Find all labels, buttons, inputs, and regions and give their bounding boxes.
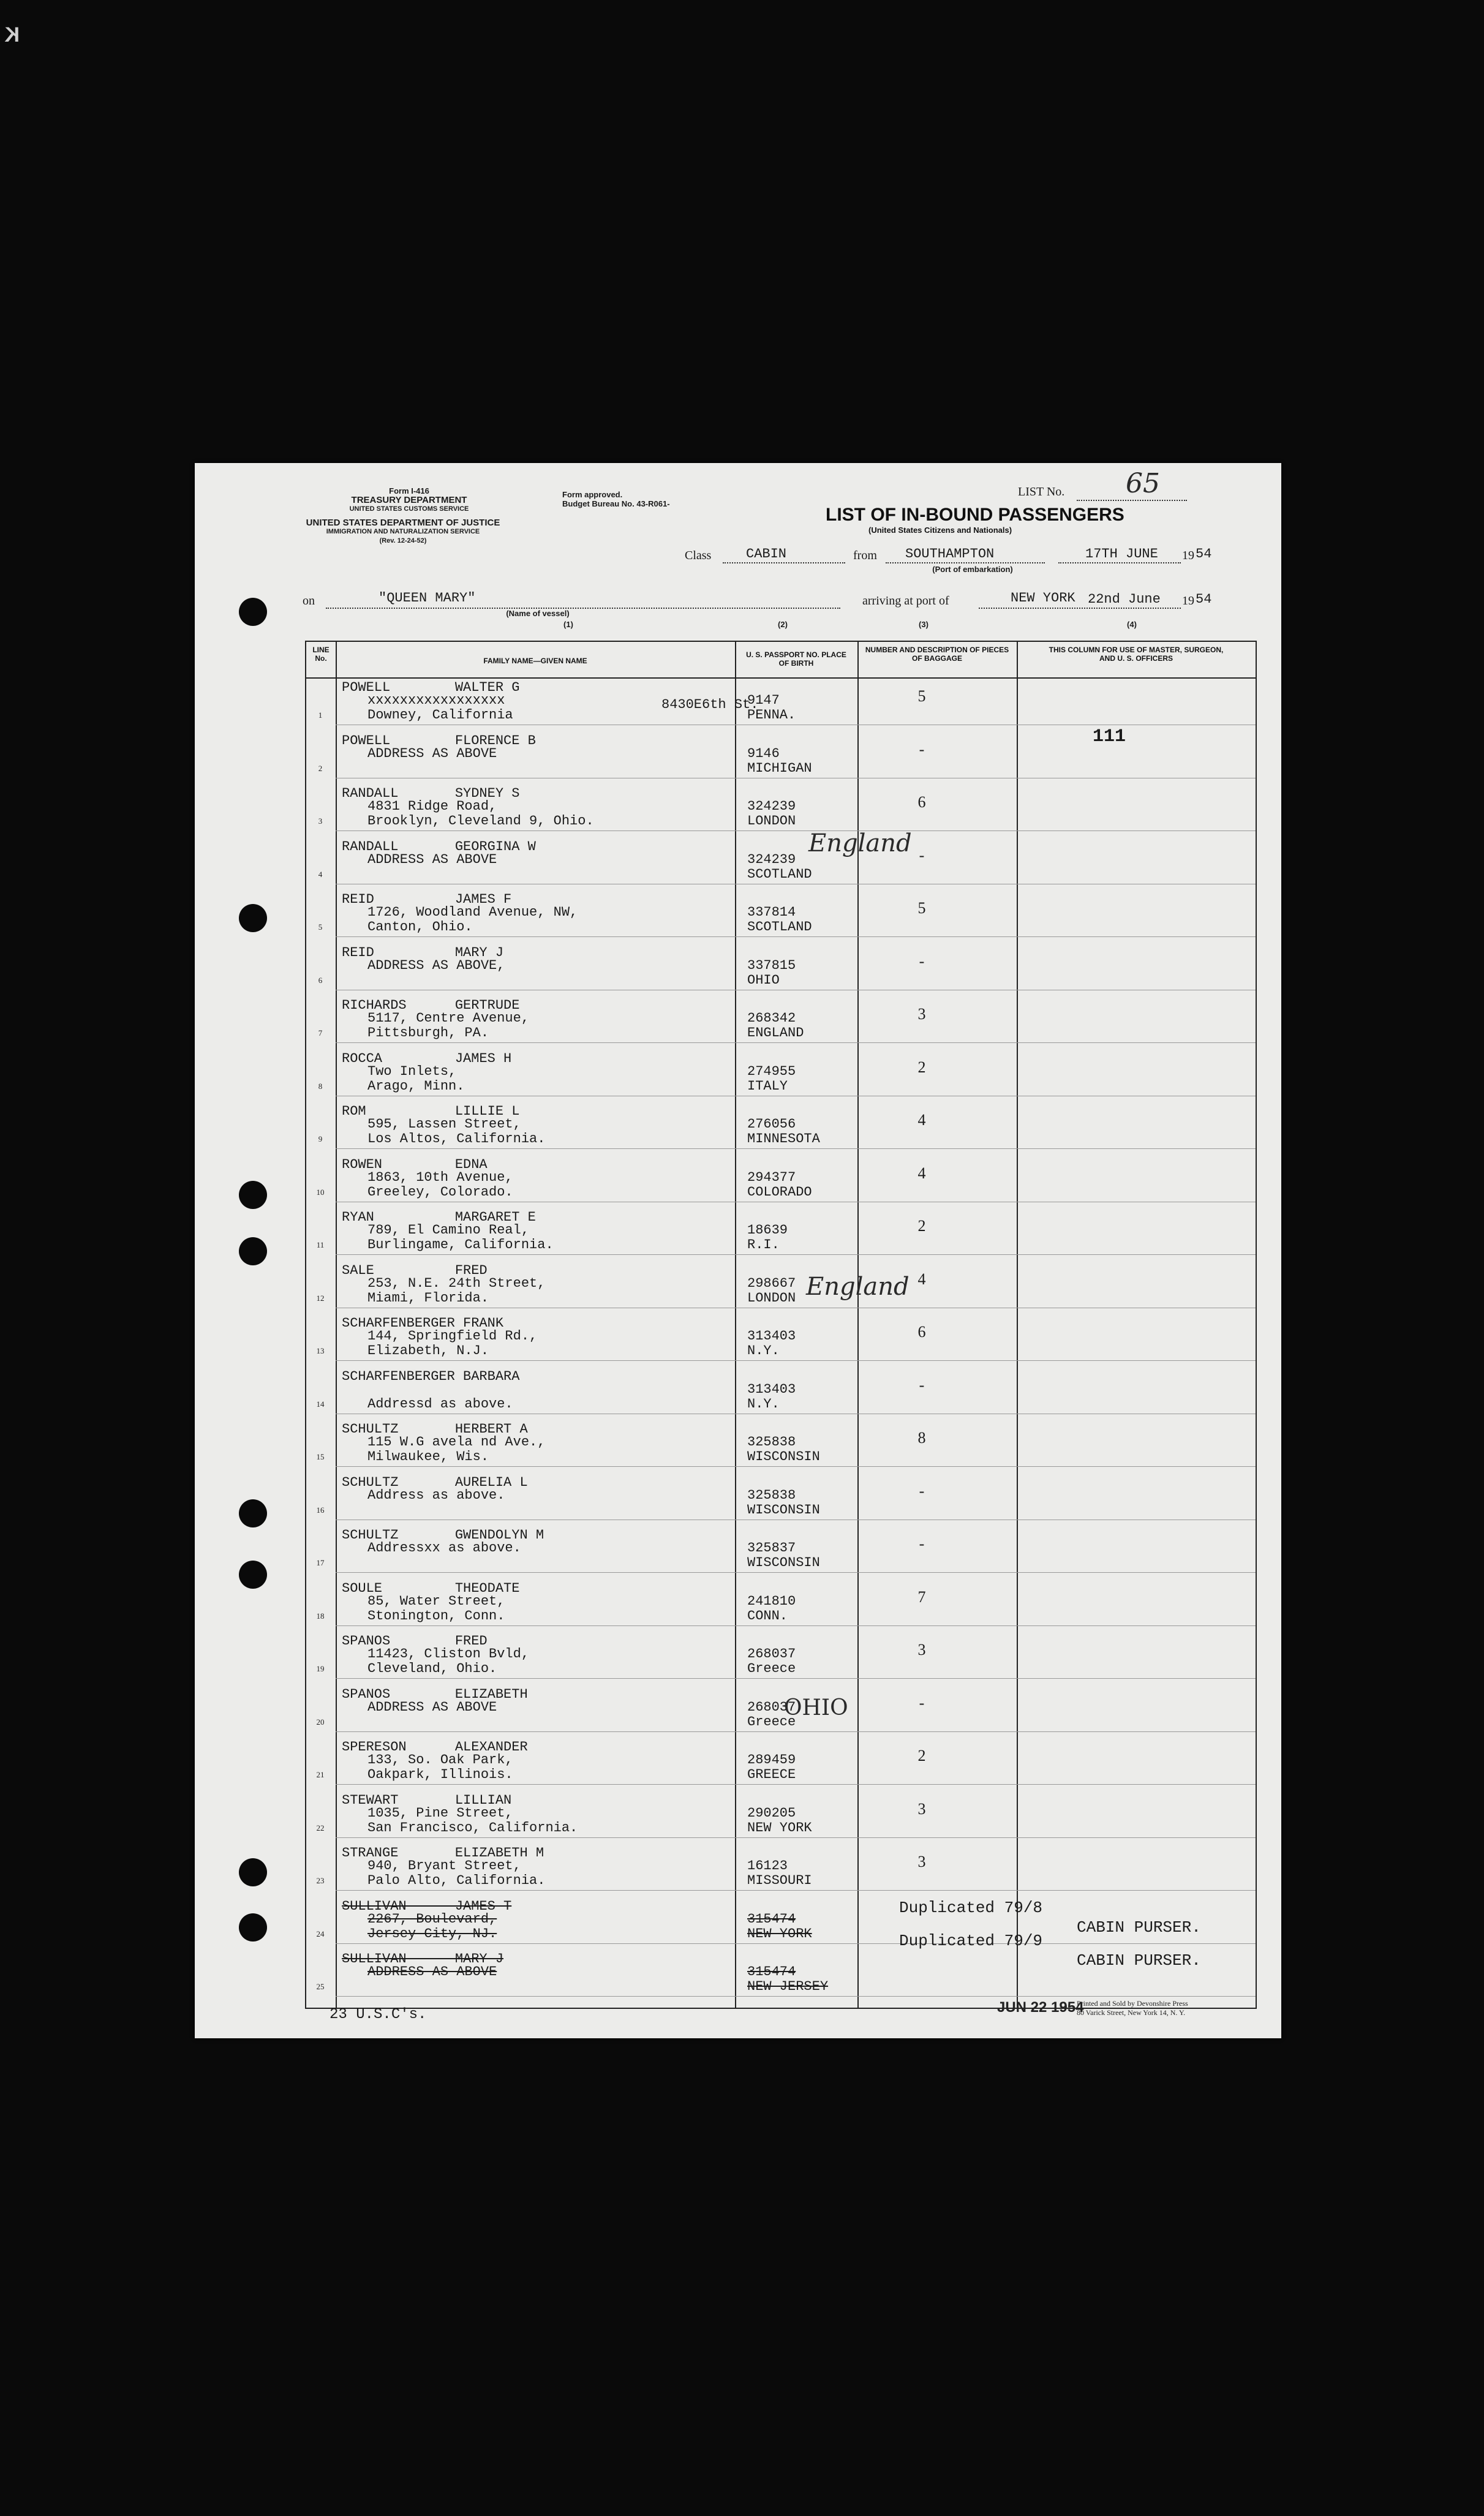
passport-no: 337815 [747,957,796,973]
passport-no: 315474 [747,1911,796,1927]
place-of-birth: WISCONSIN [747,1449,820,1464]
place-of-birth: LONDON [747,1290,796,1306]
table-row [306,1526,1256,1573]
place-of-birth: NEW YORK [747,1820,812,1836]
line-number: 17 [316,1558,325,1567]
passport-number [747,1859,812,1888]
place-of-birth: Greece [747,1661,796,1676]
passenger-name: POWELL FLORENCE B [342,733,536,748]
passport-no: 325837 [747,1540,796,1556]
row-rule [336,1784,1256,1785]
row-rule [336,1466,1256,1467]
passenger-name: SCHULTZ HERBERT A [342,1422,528,1437]
passenger-table [305,641,1257,2009]
place-of-birth: R.I. [747,1237,780,1252]
passport-no: 9147 [747,693,780,708]
duplicated-note-1: Duplicated 79/8 [899,1899,1043,1917]
budget-bureau: Budget Bureau No. 43-R061- [562,499,670,508]
place-of-birth: COLORADO [747,1184,812,1200]
table-row [306,679,1256,725]
row-rule [336,1678,1256,1679]
passenger-address: ADDRESS AS ABOVE [367,745,497,761]
place-of-birth: WISCONSIN [747,1555,820,1570]
passenger-name: REID JAMES F [342,892,512,907]
passenger-name: ROWEN EDNA [342,1156,488,1172]
line-number: 23 [316,1876,325,1885]
col-num-4: (4) [1127,620,1137,629]
form-title: LIST OF IN-BOUND PASSENGERS [826,505,1124,525]
table-row [306,838,1256,884]
baggage-count: 4 [917,1164,926,1182]
passenger-name: SULLIVAN JAMES T [342,1898,512,1914]
line-number: 8 [318,1081,323,1091]
table-row [306,1844,1256,1891]
place-of-birth: GREECE [747,1767,796,1782]
baggage-count: - [919,740,925,758]
line-number: 18 [316,1611,325,1621]
row-rule [336,1572,1256,1573]
cabin-purser-2: CABIN PURSER. [1077,1951,1201,1970]
row-rule [336,1996,1256,1997]
passenger-name: POWELL WALTER G [342,680,520,695]
passenger-name: STRANGE ELIZABETH M [342,1845,544,1861]
passenger-address: ADDRESS AS ABOVE [367,1699,497,1715]
passenger-name: SPANOS FRED [342,1633,488,1649]
passenger-address: 11423, Cliston Bvld, Cleveland, Ohio. [367,1646,530,1676]
passport-no: 16123 [747,1858,788,1874]
class-value: CABIN [746,546,787,562]
form-id-block [342,486,476,514]
passport-no: 313403 [747,1328,796,1344]
baggage-count: 7 [917,1588,926,1606]
passenger-name: RICHARDS GERTRUDE [342,998,520,1013]
table-row [306,944,1256,990]
passport-no: 268037 [747,1699,796,1715]
col-num-3: (3) [919,620,928,629]
col-num-1: (1) [563,620,573,629]
line-number: 2 [318,763,323,773]
baggage-count: 3 [917,1853,926,1870]
table-row [306,1738,1256,1785]
passport-no: 241810 [747,1593,796,1609]
passenger-name: ROM LILLIE L [342,1104,520,1119]
table-row [306,1791,1256,1838]
handwritten-england-1: England [808,829,912,857]
passenger-address: 789, El Camino Real, Burlingame, California. [367,1222,554,1252]
col-head-officers: THIS COLUMN FOR USE OF MASTER, SURGEON, AND U. S. OFFICERS [1049,646,1224,663]
binder-hole [239,1913,267,1942]
passenger-name: SCHULTZ AURELIA L [342,1474,528,1490]
passenger-name: REID MARY J [342,944,504,960]
arrival-date: 22nd June [1088,592,1161,607]
line-number: 19 [316,1664,325,1673]
line-number: 5 [318,922,323,932]
baggage-count: 2 [917,1058,926,1076]
line-number: 13 [316,1346,325,1355]
treasury-dept: TREASURY DEPARTMENT [351,495,467,505]
handwritten-ohio: OHIO [784,1695,848,1720]
passenger-address: xxxxxxxxxxxxxxxxx Downey, California [367,693,513,723]
baggage-count: 2 [917,1217,926,1235]
place-of-birth: MINNESOTA [747,1131,820,1147]
printer-credit: Printed and Sold by Devonshire Press 80 Varick Street, New York 14, N. Y. [1077,1999,1188,2017]
passenger-name: SPANOS ELIZABETH [342,1686,528,1702]
place-of-birth: N.Y. [747,1396,780,1412]
table-row [306,1420,1256,1467]
baggage-count: 5 [917,687,926,705]
passenger-address: 595, Lassen Street, Los Altos, California. [367,1117,546,1147]
passport-number [747,1806,812,1836]
class-line [723,562,845,563]
passport-no: 268037 [747,1646,796,1662]
arrival-port: NEW YORK [1011,590,1075,606]
port-embark-label: (Port of embarkation) [932,565,1013,574]
passenger-address: 940, Bryant Street, Palo Alto, California. [367,1858,546,1888]
line-number: 20 [316,1717,325,1727]
table-row [306,1685,1256,1732]
place-of-birth: ENGLAND [747,1025,804,1041]
form-approved: Form approved. [562,490,623,499]
manifest-sheet [195,463,1281,2038]
row-rule [336,1360,1256,1361]
passenger-name: SULLIVAN MARY J [342,1951,504,1967]
duplicated-note-2: Duplicated 79/9 [899,1932,1043,1950]
baggage-count: 6 [917,1323,926,1341]
place-of-birth: ITALY [747,1078,788,1094]
passport-no: 268342 [747,1011,796,1026]
baggage-count: 6 [917,793,926,811]
form-revision: (Rev. 12-24-52) [379,537,427,544]
passport-number [747,1541,820,1570]
vessel-label: (Name of vessel) [506,609,570,618]
table-row [306,1368,1256,1414]
form-subtitle: (United States Citizens and Nationals) [868,525,1012,535]
line-number: 16 [316,1505,325,1515]
year-prefix-2: 19 [1182,594,1194,608]
passport-no: 298667 [747,1275,796,1291]
ins-service: IMMIGRATION AND NATURALIZATION SERVICE [326,528,480,535]
baggage-count: 3 [917,1641,926,1659]
customs-service: UNITED STATES CUSTOMS SERVICE [349,505,469,513]
place-of-birth: SCOTLAND [747,919,812,935]
passport-number [747,1435,820,1464]
baggage-count: - [919,846,925,864]
passenger-name: SOULE THEODATE [342,1580,520,1596]
passenger-address: Two Inlets, Arago, Minn. [367,1063,465,1094]
passport-no: 290205 [747,1805,796,1821]
passenger-address: 144, Springfield Rd., Elizabeth, N.J. [367,1328,538,1358]
baggage-count: 5 [917,899,926,917]
place-of-birth: MISSOURI [747,1873,812,1888]
passport-no: 18639 [747,1222,788,1238]
passport-number [747,1170,812,1200]
passport-number [747,1594,796,1624]
table-row [306,1262,1256,1308]
on-label: on [303,594,315,608]
row-rule [336,1943,1256,1944]
place-of-birth: MICHIGAN [747,760,812,776]
row-rule [336,1625,1256,1626]
passport-no: 315474 [747,1964,796,1979]
passenger-name: STEWART LILLIAN [342,1792,512,1808]
passenger-name: RANDALL SYDNEY S [342,786,520,801]
passenger-address: Addressxx as above. [367,1540,521,1556]
passenger-name: SCHULTZ GWENDOLYN M [342,1527,544,1543]
passenger-address: ADDRESS AS ABOVE, [367,957,505,973]
line-number: 3 [318,816,323,826]
passenger-name: RYAN MARGARET E [342,1210,536,1225]
passenger-address: 85, Water Street, Stonington, Conn. [367,1593,505,1624]
passport-no: 313403 [747,1381,796,1397]
baggage-count: 4 [917,1270,926,1288]
baggage-count: 3 [917,1005,926,1023]
passenger-address: ADDRESS AS ABOVE [367,851,497,867]
table-row [306,891,1256,937]
passenger-address: 1035, Pine Street, San Francisco, California. [367,1805,578,1836]
passport-number [747,1912,812,1942]
passport-number [747,1965,828,1994]
passport-number [747,1064,796,1094]
col-num-2: (2) [778,620,788,629]
binder-hole [239,1181,267,1209]
row-rule [336,1837,1256,1838]
passenger-name: SPERESON ALEXANDER [342,1739,528,1755]
table-row [306,1314,1256,1361]
passport-number [747,1753,796,1782]
place-of-birth: SCOTLAND [747,866,812,882]
from-line [886,562,1045,563]
passenger-address: Address as above. [367,1487,505,1503]
passenger-name: SCHARFENBERGER FRANK [342,1316,504,1331]
binder-hole [239,904,267,932]
passenger-name: SCHARFENBERGER BARBARA [342,1368,520,1384]
list-no-label: LIST No. [1018,485,1065,499]
binder-hole [239,598,267,626]
passenger-name: ROCCA JAMES H [342,1050,512,1066]
passport-number [747,905,812,935]
passenger-address: 1726, Woodland Avenue, NW, Canton, Ohio. [367,905,578,935]
row1-extra: 8430E6th St. [661,697,759,712]
depart-date: 17TH JUNE [1085,546,1158,562]
passenger-address: 133, So. Oak Park, Oakpark, Illinois. [367,1752,513,1782]
line-number: 22 [316,1823,325,1832]
baggage-count: 3 [917,1799,926,1818]
passport-number [747,1276,796,1306]
list-no-value: 65 [1126,468,1160,499]
table-row [306,1208,1256,1255]
passport-number [747,853,812,882]
date-stamp: JUN 22 1954 [997,1999,1084,2016]
passenger-address: 253, N.E. 24th Street, Miami, Florida. [367,1275,546,1306]
passenger-address: 1863, 10th Avenue, Greeley, Colorado. [367,1169,513,1200]
passport-number [747,1382,796,1412]
line-number: 12 [316,1293,325,1303]
row-rule [336,936,1256,937]
class-label: Class [685,549,712,562]
col-head-name: FAMILY NAME—GIVEN NAME [483,657,587,665]
place-of-birth: LONDON [747,813,796,829]
line-number: 24 [316,1929,325,1938]
baggage-count: - [919,1482,925,1500]
passenger-address: ADDRESS AS ABOVE [367,1964,497,1979]
passport-no: 325838 [747,1434,796,1450]
from-value: SOUTHAMPTON [905,546,995,562]
line-number: 11 [316,1240,325,1249]
passport-number [747,1647,796,1676]
row-rule [336,1890,1256,1891]
place-of-birth: OHIO [747,972,780,988]
depart-date-line [1058,562,1181,563]
passport-number [747,1117,820,1147]
table-row [306,1050,1256,1096]
baggage-count: 4 [917,1111,926,1129]
table-row [306,1580,1256,1626]
line-number: 1 [318,710,323,720]
col-head-passport: U. S. PASSPORT NO. PLACE OF BIRTH [746,650,846,668]
line-number: 7 [318,1028,323,1038]
line-number: 14 [316,1399,325,1409]
officer-mark: 111 [1093,726,1126,747]
line-number: 4 [318,869,323,879]
passport-no: 294377 [747,1169,796,1185]
baggage-count: - [919,1535,925,1553]
passport-number [747,1223,788,1252]
place-of-birth: WISCONSIN [747,1502,820,1518]
year-prefix-1: 19 [1182,549,1194,562]
place-of-birth: Greece [747,1714,796,1730]
baggage-count: - [919,1693,925,1712]
baggage-count: 2 [917,1747,926,1765]
binder-hole [239,1561,267,1589]
passenger-name: SALE FRED [342,1262,488,1278]
arriving-label: arriving at port of [862,594,949,608]
year-2: 54 [1196,592,1212,607]
col-head-line-no: LINE No. [312,646,330,663]
passport-number [747,1011,804,1041]
passport-number [747,1488,820,1518]
passport-no: 325838 [747,1487,796,1503]
passport-no: 337814 [747,905,796,920]
passport-number [747,799,796,829]
line-number: 6 [318,975,323,985]
passport-number [747,959,796,988]
passport-number [747,1329,796,1358]
passenger-address: 5117, Centre Avenue, Pittsburgh, PA. [367,1011,530,1041]
passenger-address: 4831 Ridge Road, Brooklyn, Cleveland 9, Ohio. [367,799,594,829]
table-row [306,1156,1256,1202]
passport-number [747,747,812,776]
line-number: 21 [316,1770,325,1779]
table-row [306,1632,1256,1679]
table-row [306,785,1256,831]
passenger-count: 23 U.S.C's. [330,2006,427,2023]
line-number: 15 [316,1452,325,1461]
place-of-birth: NEW JERSEY [747,1979,829,1994]
baggage-count: - [919,1376,925,1394]
line-number: 9 [318,1134,323,1143]
approval-block [562,490,709,508]
row-rule [336,1254,1256,1255]
film-frame-mark: K [4,23,20,47]
passenger-address: 2267, Boulevard, Jersey City, NJ. [367,1911,497,1942]
place-of-birth: PENNA. [747,707,796,723]
from-label: from [853,549,877,562]
passport-no: 9146 [747,745,780,761]
passenger-address: 115 W.G avela nd Ave., Milwaukee, Wis. [367,1434,546,1464]
cabin-purser-1: CABIN PURSER. [1077,1918,1201,1937]
baggage-count: - [919,952,925,970]
passport-no: 324239 [747,799,796,814]
row-rule [336,1148,1256,1149]
col-head-baggage: NUMBER AND DESCRIPTION OF PIECES OF BAGGAGE [865,646,1009,663]
table-row [306,1102,1256,1149]
passport-no: 274955 [747,1063,796,1079]
line-number: 10 [316,1187,325,1197]
form-number: Form I-416 [389,486,429,495]
row-rule [336,1042,1256,1043]
passport-no: 324239 [747,851,796,867]
vessel-name: "QUEEN MARY" [379,590,476,606]
binder-hole [239,1499,267,1527]
passenger-name: RANDALL GEORGINA W [342,838,536,854]
justice-block [305,518,501,546]
baggage-count: 8 [917,1429,926,1447]
table-row [306,1474,1256,1520]
binder-hole [239,1237,267,1265]
binder-hole [239,1858,267,1886]
handwritten-england-2: England [806,1273,910,1301]
list-no-line [1077,500,1187,501]
place-of-birth: CONN. [747,1608,788,1624]
place-of-birth: N.Y. [747,1343,780,1358]
passenger-address: Addressd as above. [367,1396,513,1412]
arrival-line [979,608,1181,609]
passport-no: 276056 [747,1117,796,1132]
year-1: 54 [1196,546,1212,562]
justice-dept: UNITED STATES DEPARTMENT OF JUSTICE [306,518,500,528]
line-number: 25 [316,1982,325,1991]
row-rule [336,1731,1256,1732]
passport-no: 289459 [747,1752,796,1768]
table-row [306,996,1256,1043]
place-of-birth: NEW YORK [747,1926,812,1942]
